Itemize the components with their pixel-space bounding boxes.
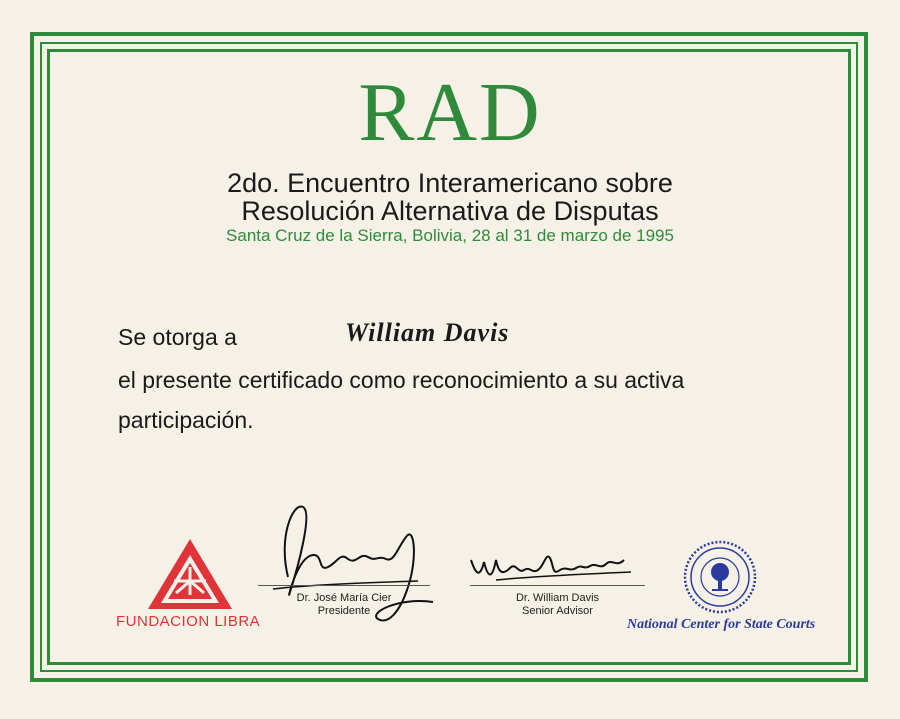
signatory-1-role-label: Presidente: [317, 605, 371, 617]
signatory-2-name: Dr. William Davis: [515, 592, 600, 604]
fundacion-libra-logo-icon: [146, 537, 234, 611]
event-title-line2: Resolución Alternativa de Disputas: [241, 196, 659, 226]
event-location-date: Santa Cruz de la Sierra, Bolivia, 28 al 31 de marzo de 1995: [226, 226, 674, 245]
signatory-2-role: Senior Advisor: [522, 605, 593, 617]
grant-prefix: Se otorga a: [118, 324, 237, 350]
body-line2: participación.: [118, 407, 254, 433]
signature-line-1: [258, 585, 430, 586]
signature-line-2: [470, 585, 645, 586]
recipient-name: William Davis: [345, 318, 510, 347]
ncsc-seal-icon: [683, 540, 757, 614]
ncsc-label: National Center for State Courts: [627, 617, 816, 632]
fundacion-libra-label: FUNDACION LIBRA: [116, 613, 261, 630]
body-line1: el presente certificado como reconocimiento a su activa: [118, 367, 685, 393]
signature-davis-icon: [466, 540, 636, 590]
event-title-line1: 2do. Encuentro Interamericano sobre: [227, 168, 673, 198]
certificate-title: RAD: [358, 66, 542, 159]
signatory-1-name: Dr. José María Cier: [296, 592, 392, 604]
